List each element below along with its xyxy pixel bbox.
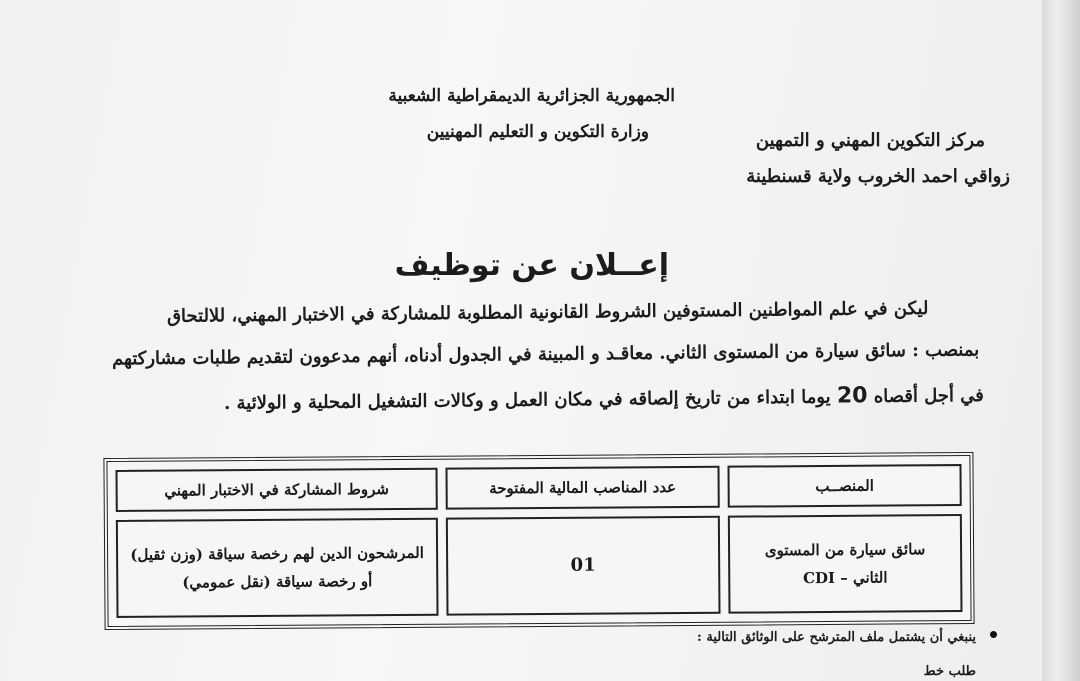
cell-count: 01: [446, 516, 721, 616]
paragraph-line-3: [224, 382, 984, 415]
header-republic: الجمهورية الجزائرية الديمقراطية الشعبية: [388, 86, 675, 106]
header-position: المنصــب: [727, 464, 961, 508]
header-ministry: وزارة التكوين و التعليم المهنيين: [426, 122, 649, 142]
paragraph-line-1: ليكن في علم المواطنين المستوفين الشروط القانونية المطلوبة للمشاركة في الاختبار المهني، للالتحاق: [166, 298, 929, 327]
position-line-1: سائق سيارة من المستوى: [764, 540, 926, 560]
paragraph-days: 20: [836, 383, 868, 409]
paragraph-line-2: بمنصب : سائق سيارة من المستوى الثاني. معاقـد و المبينة في الجدول أدناه، أنهم مدعوون لتقديم طلبات مشاركتهم: [111, 339, 980, 370]
paragraph-deadline-pre: في أجل أقصاه: [873, 385, 985, 408]
bullet-icon: [990, 631, 997, 638]
footer-documents-intro: ينبغي أن يشتمل ملف المترشح على الوثائق التالية :: [697, 630, 976, 645]
paragraph-deadline-post: يوما ابتداء من تاريخ إلصاقه في مكان العمل و وكالات التشغيل المحلية و الولائية .: [224, 386, 831, 414]
position-line-2: الثاني – CDI: [802, 568, 888, 588]
header-count: عدد المناصب المالية المفتوحة: [445, 466, 719, 510]
announcement-title: إعــلان عن توظيف: [394, 248, 669, 283]
conditions-line-1: المرشحون الدين لهم رخصة سياقة (وزن ثقيل): [130, 543, 424, 564]
header-center-location: زواقي احمد الخروب ولاية قسنطينة: [746, 166, 1010, 187]
conditions-line-2: أو رخصة سياقة (نقل عمومي): [182, 572, 373, 592]
page-edge: [1042, 0, 1080, 681]
table-header-row: [115, 464, 961, 512]
table-row: [116, 514, 963, 618]
cell-conditions: [116, 518, 439, 618]
header-center-name: مركز التكوين المهني و التمهين: [755, 130, 985, 151]
cell-position: [728, 514, 963, 614]
footer-first-document: طلب خط: [923, 664, 976, 679]
positions-table: [103, 452, 974, 630]
header-conditions: شروط المشاركة في الاختبار المهني: [115, 468, 437, 512]
